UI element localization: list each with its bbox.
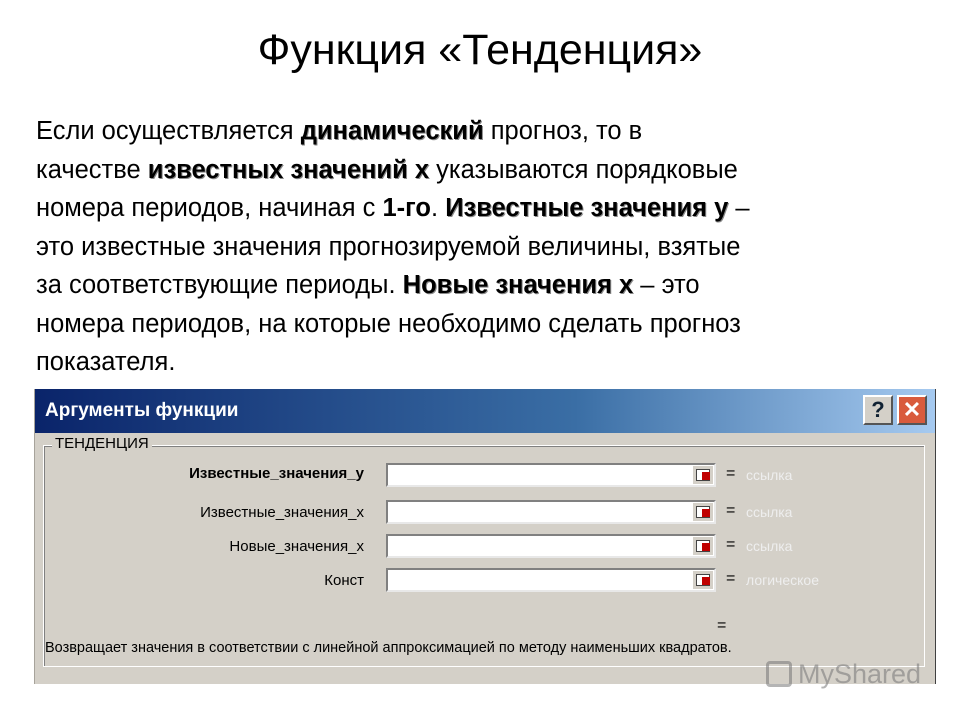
paragraph-text: качестве (36, 155, 148, 184)
equals-sign: = (726, 536, 736, 553)
function-description: Возвращает значения в соответствии с линейной аппроксимацией по методу наименьших квадратов. (45, 640, 732, 656)
const-input[interactable] (386, 568, 716, 592)
body-paragraph (36, 112, 936, 382)
paragraph-text: . (431, 194, 446, 222)
paragraph-text: 1-го (382, 194, 432, 222)
arg-label-known-x: Известные_значения_x (200, 504, 364, 521)
equals-sign: = (726, 502, 736, 519)
watermark-logo-icon (766, 661, 792, 687)
paragraph-text: – (728, 194, 750, 222)
function-group (43, 435, 925, 667)
paragraph-text: за соответствующие периоды. (36, 271, 403, 299)
watermark-text: MyShared (798, 659, 922, 689)
function-name-label: ТЕНДЕНЦИЯ (52, 435, 152, 452)
arg-type-hint: ссылка (746, 504, 793, 520)
watermark (766, 655, 926, 695)
known-y-input[interactable] (386, 463, 716, 487)
paragraph-text: показателя. (36, 348, 176, 376)
collapse-dialog-icon[interactable] (693, 503, 713, 521)
dialog-title: Аргументы функции (45, 400, 239, 421)
arg-type-hint: ссылка (746, 538, 793, 554)
paragraph-text: номера периодов, на которые необходимо сделать прогноз (36, 309, 741, 338)
arg-label-new-x: Новые_значения_x (229, 538, 364, 555)
paragraph-text: Если осуществляется (36, 117, 301, 145)
paragraph-text: – это (633, 271, 700, 299)
known-x-input[interactable] (386, 500, 716, 524)
result-equals-sign: = (717, 617, 727, 634)
arg-label-known-y: Известные_значения_y (189, 465, 364, 482)
help-button[interactable]: ? (863, 395, 893, 425)
close-button[interactable]: ✕ (897, 395, 927, 425)
equals-sign: = (726, 465, 736, 482)
collapse-dialog-icon[interactable] (693, 466, 713, 484)
arg-label-const: Конст (324, 572, 364, 589)
emphasis-term: Новые значения х (402, 271, 634, 299)
dialog-titlebar[interactable] (35, 389, 935, 433)
equals-sign: = (726, 570, 736, 587)
arg-type-hint: ссылка (746, 467, 793, 483)
emphasis-term: динамический (300, 117, 484, 145)
slide-title: Функция «Тенденция» (257, 26, 703, 74)
collapse-dialog-icon[interactable] (693, 537, 713, 555)
function-arguments-dialog (34, 389, 936, 684)
new-x-input[interactable] (386, 534, 716, 558)
collapse-dialog-icon[interactable] (693, 571, 713, 589)
emphasis-term: Известные значения у (445, 194, 729, 222)
emphasis-term: известных значений х (147, 155, 430, 184)
arg-type-hint: логическое (746, 572, 819, 588)
paragraph-text: это известные значения прогнозируемой величины, взятые (36, 232, 741, 261)
paragraph-text: прогноз, то в (483, 117, 643, 145)
paragraph-text: указываются порядковые (429, 155, 738, 184)
paragraph-text: номера периодов, начиная с (36, 194, 383, 222)
